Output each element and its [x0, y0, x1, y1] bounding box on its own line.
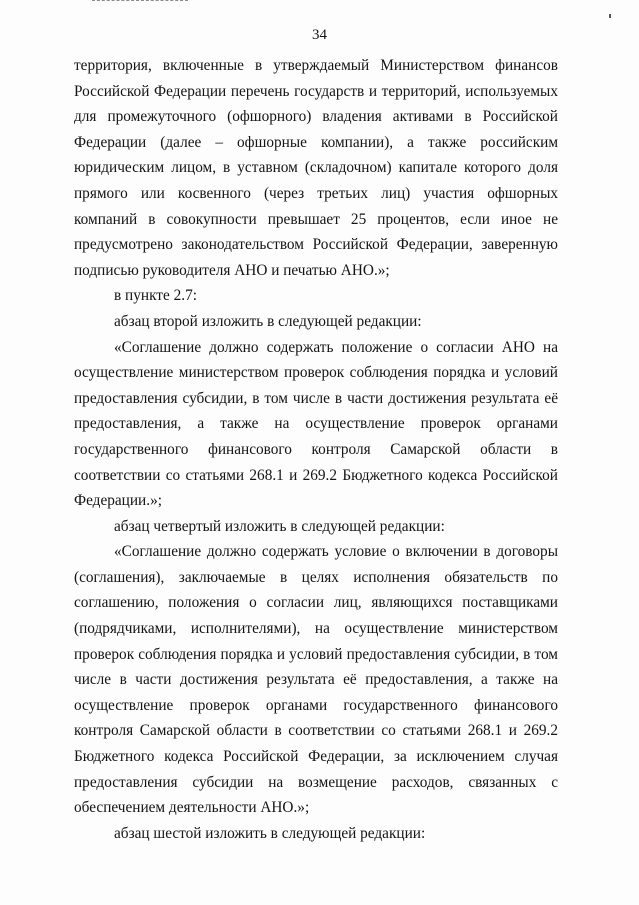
- paragraph-instruction-sixth: абзац шестой изложить в следующей редакции:: [114, 824, 426, 842]
- scan-artifact-speck: [609, 14, 611, 18]
- page-number: 34: [312, 27, 327, 43]
- document-body: [74, 53, 558, 846]
- paragraph-instruction-second: абзац второй изложить в следующей редакции:: [114, 312, 422, 330]
- paragraph-quote-agreement-contracts: «Соглашение должно содержать условие о включении в договоры (соглашения), заключаемые в целях исполнения обязательств по соглашению, положения о согласии лиц, являющихся поставщиками (подрядчиками, исполнителями), на осуществление министерством проверок соблюдения порядка и условий предоставления субсидии, в том числе в части достижения результата её предоставления, а также на осуществление проверок органами государственного финансового контроля Самарской области в соответствии со статьями 268.1 и 269.2 Бюджетного кодекса Российской Федерации, за исключением случая предоставления субсидии на возмещение расходов, связанных с обеспечением деятельности АНО.»;: [74, 543, 558, 817]
- paragraph-continuation: территория, включенные в утверждаемый Министерством финансов Российской Федерации перечень государств и территорий, используемых для промежуточного (офшорного) владения активами в Российской Федерации (далее – офшорные компании), а также российским юридическим лицом, в уставном (складочном) капитале которого доля прямого или косвенного (через третьих лиц) участия офшорных компаний в совокупности превышает 25 процентов, если иное не предусмотрено законодательством Российской Федерации, заверенную подписью руководителя АНО и печатью АНО.»;: [74, 57, 558, 279]
- paragraph-instruction-fourth: абзац четвертый изложить в следующей редакции:: [114, 517, 445, 535]
- scan-artifact-top: [92, 0, 188, 4]
- paragraph-clause-2-7: в пункте 2.7:: [114, 287, 197, 305]
- paragraph-quote-agreement-consent: «Соглашение должно содержать положение о согласии АНО на осуществление министерством проверок соблюдения порядка и условий предоставления субсидии, в том числе в части достижения результата её предоставления, а также на осуществление проверок органами государственного финансового контроля Самарской области в соответствии со статьями 268.1 и 269.2 Бюджетного кодекса Российской Федерации.»;: [74, 338, 558, 510]
